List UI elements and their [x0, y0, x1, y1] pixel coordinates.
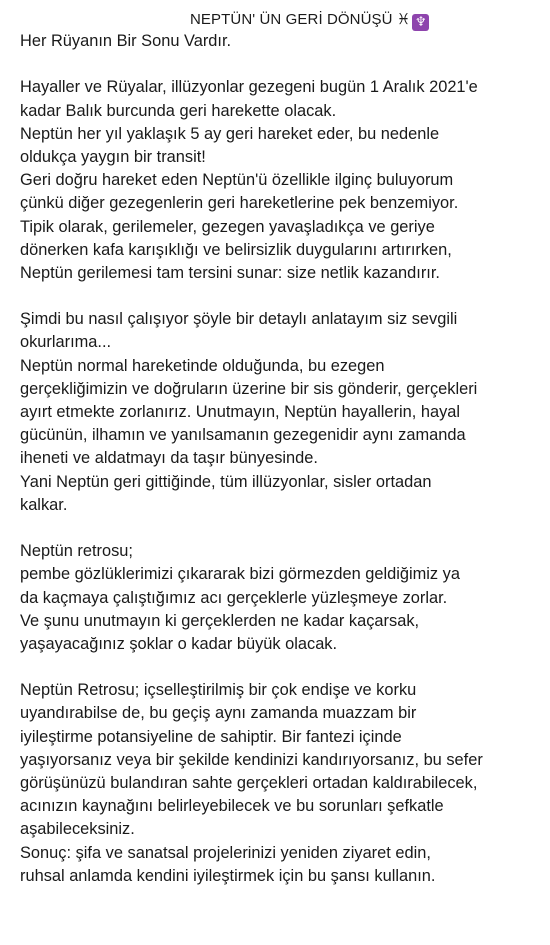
paragraph-gap: [20, 517, 538, 540]
text-line: Yani Neptün geri gittiğinde, tüm illüzyonlar, sisler ortadan: [20, 472, 432, 491]
text-line: Ve şunu unutmayın ki gerçeklerden ne kadar kaçarsak,: [20, 611, 420, 630]
text-line: Tipik olarak, gerilemeler, gezegen yavaşladıkça ve geriye: [20, 217, 435, 236]
text-line: uyandırabilse de, bu geçiş aynı zamanda muazzam bir: [20, 704, 417, 723]
text-line: iheneti ve aldatmayı da taşır bünyesinde.: [20, 449, 318, 468]
text-line: Her Rüyanın Bir Sonu Vardır.: [20, 32, 232, 50]
text-line: ayırt etmekte zorlanırız. Unutmayın, Neptün hayallerin, hayal: [20, 403, 461, 421]
text-line: yaşıyorsanız veya bir şekilde kendinizi kandırıyorsanız, bu sefer: [20, 750, 483, 769]
text-line: oldukça yaygın bir transit!: [20, 147, 206, 166]
text-line: acınızın kaynağını belirleyebilecek ve bu sorunları şefkatle: [20, 797, 444, 816]
text-line: Neptün Retrosu; içselleştirilmiş bir çok endişe ve korku: [20, 681, 417, 700]
title-text: NEPTÜN' ÜN GERİ DÖNÜŞÜ: [190, 11, 393, 28]
text-line: Neptün retrosu;: [20, 542, 133, 561]
text-line: Neptün her yıl yaklaşık 5 ay geri hareket eder, bu nedenle: [20, 124, 440, 143]
text-line: Şimdi bu nasıl çalışıyor şöyle bir detaylı anlatayım siz sevgili: [20, 310, 458, 329]
text-line: okurlarıma...: [20, 333, 112, 352]
text-line: dönerken kafa karışıklığı ve belirsizlik duygularını artırırken,: [20, 240, 452, 259]
text-line: kalkar.: [20, 495, 68, 514]
text-line: Neptün gerilemesi tam tersini sunar: size netlik kazandırır.: [20, 263, 440, 282]
text-line: kadar Balık burcunda geri harekette olacak.: [20, 101, 337, 120]
pisces-icon: ♓: [396, 10, 411, 28]
text-line: gerçekliğimizin ve doğruların üzerine bir sis gönderir, gerçekleri: [20, 379, 478, 398]
text-line: ruhsal anlamda kendini iyileştirmek için bu şansı kullanın.: [20, 866, 436, 885]
text-line: çünkü diğer gezegenlerin geri hareketlerine pek benzemiyor.: [20, 194, 459, 213]
text-line: Sonuç: şifa ve sanatsal projelerinizi yeniden ziyaret edin,: [20, 843, 431, 862]
text-line: iyileştirme potansiyeline de sahiptir. Bir fantezi içinde: [20, 727, 402, 746]
paragraph-gap: [20, 53, 538, 76]
text-line: pembe gözlüklerimizi çıkararak bizi görmezden geldiğimiz ya: [20, 565, 460, 584]
neptune-icon: ♆: [412, 14, 429, 31]
document-title: [20, 8, 538, 30]
text-line: yaşayacağınız şoklar o kadar büyük olacak.: [20, 634, 338, 653]
text-line: Neptün normal hareketinde olduğunda, bu ezegen: [20, 356, 385, 375]
text-line: gücünün, ilhamın ve yanılsamanın gezegenidir aynı zamanda: [20, 426, 466, 445]
text-line: da kaçmaya çalıştığımız acı gerçeklerle yüzleşmeye zorlar.: [20, 588, 448, 607]
text-line: Hayaller ve Rüyalar, illüzyonlar gezegeni bugün 1 Aralık 2021'e: [20, 78, 478, 97]
paragraph-gap: [20, 656, 538, 679]
text-line: Geri doğru hareket eden Neptün'ü özellikle ilginç buluyorum: [20, 171, 454, 190]
text-line: görüşünüzü bulandıran sahte gerçekleri ortadan kaldırabilecek,: [20, 774, 478, 792]
text-line: aşabileceksiniz.: [20, 820, 135, 839]
paragraph-gap: [20, 285, 538, 308]
